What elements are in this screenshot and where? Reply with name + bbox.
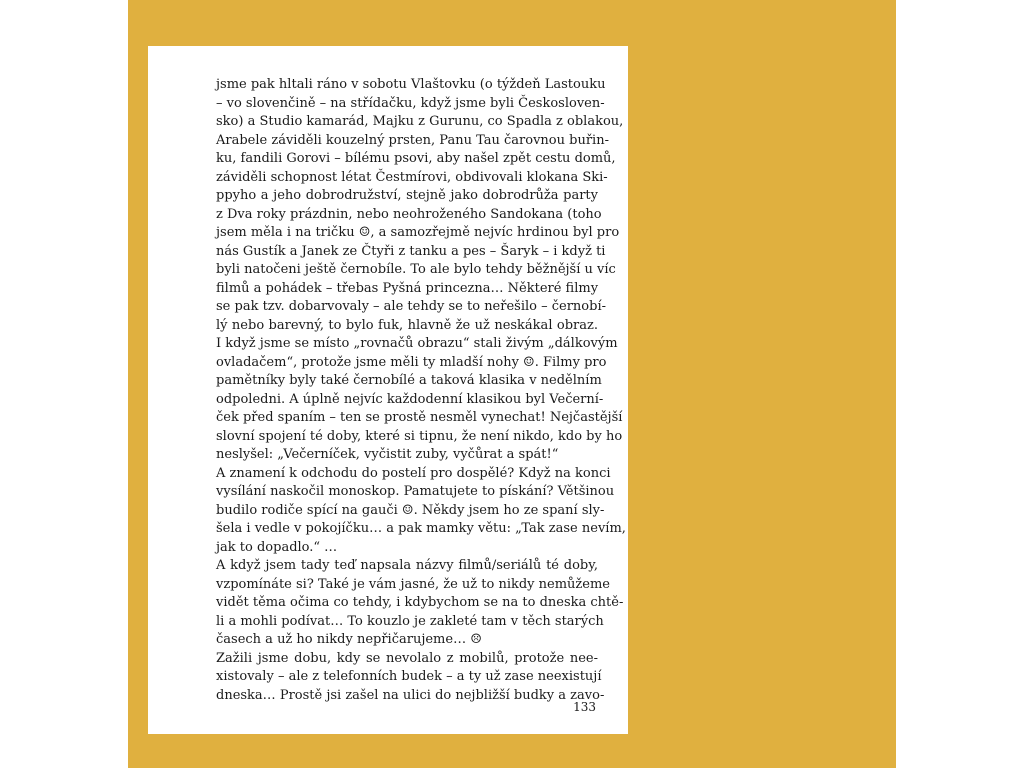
- text-line: záviděli schopnost létat Čestmírovi, obdivovali klokana Ski-: [216, 169, 608, 185]
- text-line: A znamení k odchodu do postelí pro dospělé? Když na konci: [216, 465, 611, 481]
- text-line: jsme pak hltali ráno v sobotu Vlaštovku (o týždeň Lastouku: [216, 77, 606, 92]
- text-line: byli natočeni ještě černobíle. To ale bylo tehdy běžnější u víc: [216, 262, 616, 277]
- text-line: li a mohli podívat… To kouzlo je zakleté tam v těch starých: [216, 613, 604, 629]
- text-line: – vo slovenčině – na střídačku, když jsme byli Českosloven-: [216, 95, 605, 111]
- text-line: Zažili jsme dobu, kdy se nevolalo z mobilů, protože nee-: [216, 650, 598, 666]
- book-page: [148, 46, 628, 734]
- text-line: sko) a Studio kamarád, Majku z Gurunu, co Spadla z oblakou,: [216, 114, 624, 129]
- text-line: z Dva roky prázdnin, nebo neohroženého Sandokana (toho: [216, 206, 602, 222]
- text-line: ppyho a jeho dobrodružství, stejně jako dobrodrůža party: [216, 188, 598, 203]
- text-line: odpoledni. A úplně nejvíc každodenní klasikou byl Večerní-: [216, 391, 604, 407]
- text-line: jak to dopadlo.“ …: [216, 539, 338, 555]
- text-line: neslyšel: „Večerníček, vyčistit zuby, vyčůrat a spát!“: [216, 447, 559, 462]
- text-line: vzpomínáte si? Také je vám jasné, že už to nikdy nemůžeme: [216, 576, 610, 592]
- text-line: jsem měla i na tričku ☺, a samozřejmě nejvíc hrdinou byl pro: [216, 225, 620, 240]
- text-line: I když jsme se místo „rovnačů obrazu“ stali živým „dálkovým: [216, 336, 618, 351]
- text-line: dneska… Prostě jsi zašel na ulici do nejbližší budky a zavo-: [216, 687, 605, 703]
- text-line: pamětníky byly také černobílé a taková klasika v nedělním: [216, 373, 602, 388]
- text-line: vidět těma očima co tehdy, i kdybychom se na to dneska chtě-: [216, 595, 624, 610]
- text-line: ček před spaním – ten se prostě nesměl vynechat! Nejčastější: [216, 410, 623, 425]
- text-line: ovladačem“, protože jsme měli ty mladší nohy ☺. Filmy pro: [216, 354, 607, 370]
- text-line: xistovaly – ale z telefonních budek – a ty už zase neexistují: [216, 669, 602, 684]
- text-line: Arabele záviděli kouzelný prsten, Panu Tau čarovnou buřin-: [216, 132, 609, 148]
- text-line: vysílání naskočil monoskop. Pamatujete to pískání? Většinou: [216, 484, 615, 499]
- text-line: slovní spojení té doby, které si tipnu, že není nikdo, kdo by ho: [216, 428, 623, 444]
- text-line: časech a už ho nikdy nepřičarujeme… ☹: [216, 632, 482, 647]
- text-line: nás Gustík a Janek ze Čtyři z tanku a pes – Šaryk – i když ti: [216, 243, 606, 259]
- page-number: 133: [573, 700, 596, 714]
- text-line: lý nebo barevný, to bylo fuk, hlavně že už neskákal obraz.: [216, 317, 598, 333]
- text-line: A když jsem tady teď napsala názvy filmů/seriálů té doby,: [216, 558, 598, 573]
- text-line: šela i vedle v pokojíčku… a pak mamky větu: „Tak zase nevím,: [216, 521, 626, 536]
- text-line: filmů a pohádek – třebas Pyšná princezna… Některé filmy: [216, 280, 599, 296]
- text-line: ku, fandili Gorovi – bílému psovi, aby našel zpět cestu domů,: [216, 151, 616, 166]
- page-body-text: [216, 76, 626, 705]
- text-line: se pak tzv. dobarvovaly – ale tehdy se to neřešilo – černobí-: [216, 299, 606, 314]
- text-line: budilo rodiče spící na gauči ☺. Někdy jsem ho ze spaní sly-: [216, 502, 605, 518]
